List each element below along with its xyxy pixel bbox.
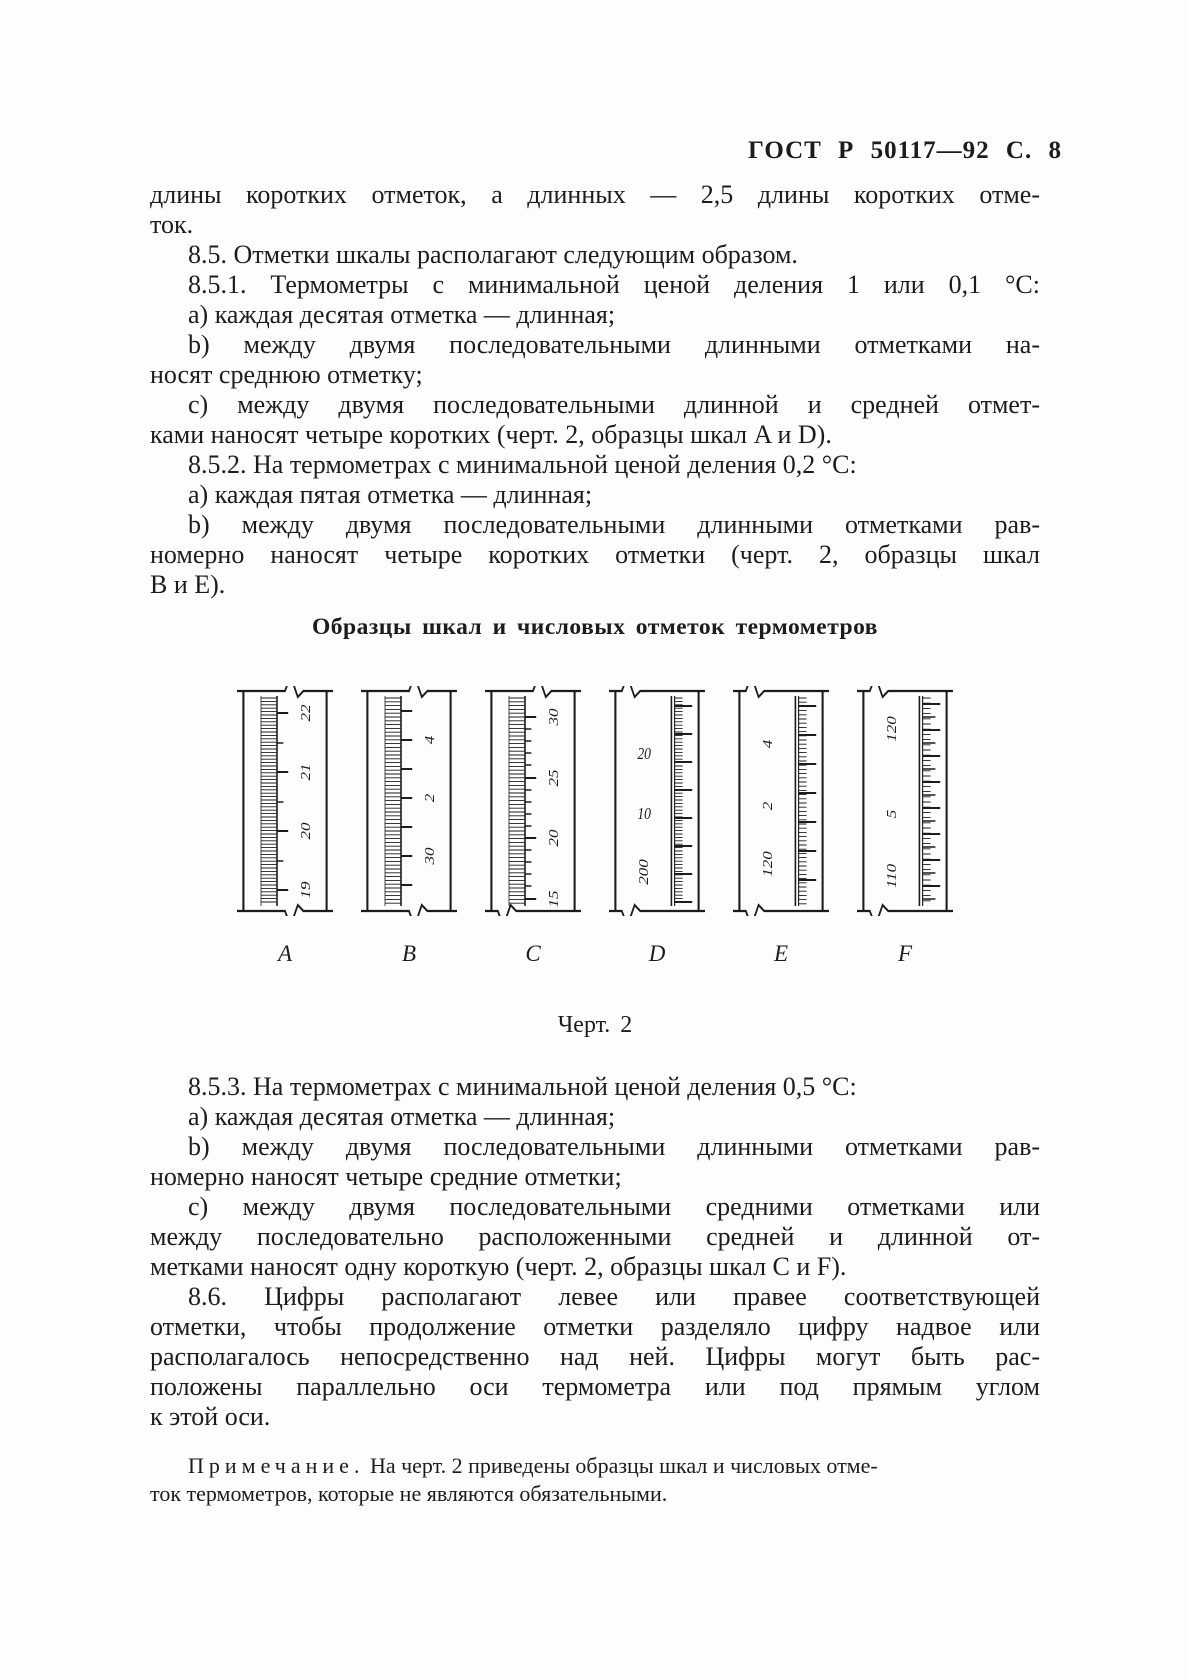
thermometer-scale-drawing [237, 686, 333, 916]
text-line: a) каждая пятая отметка — длинная; [188, 480, 593, 509]
svg-text:30: 30 [546, 708, 562, 726]
thermometer-label: D [648, 941, 666, 966]
text-line: В и E). [150, 570, 226, 599]
thermometer-scale-drawing [609, 686, 705, 916]
svg-text:10: 10 [637, 804, 651, 824]
note-text-1: На черт. 2 приведены образцы шкал и числовых отме- [369, 1453, 878, 1478]
text-line: b) между двумя последовательными длинными отметками на- [188, 330, 1040, 359]
text-line: 8.6. Цифры располагают левее или правее соответствующей [188, 1282, 1040, 1311]
svg-text:22: 22 [298, 704, 314, 722]
text-line: длины коротких отметок, а длинных — 2,5 длины коротких отме- [150, 180, 1040, 209]
thermometer-scale-drawing [485, 686, 581, 916]
thermometer-label: A [277, 941, 293, 966]
figure-thermometer-scales [150, 686, 1040, 966]
svg-text:4: 4 [422, 735, 438, 745]
text-line: располагалось непосредственно над ней. Цифры могут быть рас- [150, 1342, 1040, 1371]
text-line: c) между двумя последовательными средними отметками или [188, 1192, 1040, 1221]
text-line: ток. [150, 210, 194, 239]
svg-text:4: 4 [760, 739, 776, 749]
svg-text:19: 19 [298, 881, 314, 899]
thermometer-label: B [401, 941, 417, 966]
svg-text:120: 120 [884, 716, 900, 742]
text-line: между последовательно расположенными средней и длинной от- [150, 1222, 1040, 1251]
text-line: метками наносят одну короткую (черт. 2, образцы шкал C и F). [150, 1252, 847, 1281]
svg-text:110: 110 [884, 863, 900, 889]
note-text-2: ток термометров, которые не являются обязательными. [150, 1481, 668, 1506]
note [150, 1452, 1040, 1508]
section-8-5-3 [150, 1072, 1040, 1432]
thermometer-column-E [733, 686, 829, 966]
text-line: ками наносят четыре коротких (черт. 2, образцы шкал A и D). [150, 420, 832, 449]
page-header [150, 0, 1062, 164]
svg-text:120: 120 [760, 851, 776, 877]
thermometer-label: C [525, 941, 541, 966]
svg-text:5: 5 [884, 809, 900, 819]
note-label: Примечание. [188, 1453, 365, 1478]
standard-number: ГОСТ Р 50117—92 С. 8 [748, 137, 1062, 164]
svg-text:25: 25 [546, 769, 562, 787]
svg-text:20: 20 [546, 829, 562, 847]
figure-caption: Черт. 2 [557, 1012, 633, 1038]
text-line: носят среднюю отметку; [150, 360, 423, 389]
text-line: b) между двумя последовательными длинными отметками рав- [188, 1132, 1040, 1161]
text-line: к этой оси. [150, 1402, 271, 1431]
text-line: 8.5.2. На термометрах с минимальной ценой деления 0,2 °С: [188, 450, 857, 479]
thermometer-scale-drawing [857, 686, 953, 916]
thermometer-column-A [237, 686, 333, 966]
svg-text:2: 2 [760, 801, 776, 811]
thermometer-column-F [857, 686, 953, 966]
note-line [150, 1452, 1040, 1480]
text-line: номерно наносят четыре коротких отметки (черт. 2, образцы шкал [150, 540, 1040, 569]
svg-text:20: 20 [298, 822, 314, 840]
text-line: отметки, чтобы продолжение отметки разделяло цифру надвое или [150, 1312, 1040, 1341]
thermometer-label: E [773, 941, 789, 966]
text-line: a) каждая десятая отметка — длинная; [188, 300, 616, 329]
figure-heading: Образцы шкал и числовых отметок термометров [312, 614, 878, 640]
svg-text:15: 15 [546, 890, 562, 908]
svg-text:21: 21 [298, 763, 314, 781]
svg-text:30: 30 [422, 847, 438, 865]
text-line: c) между двумя последовательными длинной и средней отмет- [188, 390, 1040, 419]
text-line: положены параллельно оси термометра или под прямым углом [150, 1372, 1040, 1401]
text-line: b) между двумя последовательными длинными отметками рав- [188, 510, 1040, 539]
thermometer-column-C [485, 686, 581, 966]
text-line: 8.5.1. Термометры с минимальной ценой деления 1 или 0,1 °С: [188, 270, 1040, 299]
svg-text:20: 20 [637, 744, 651, 764]
svg-text:2: 2 [422, 793, 438, 803]
text-line: 8.5.3. На термометрах с минимальной ценой деления 0,5 °С: [188, 1072, 857, 1101]
thermometer-scale-drawing [733, 686, 829, 916]
text-line: 8.5. Отметки шкалы располагают следующим образом. [188, 240, 798, 269]
thermometer-column-D [609, 686, 705, 966]
text-line: номерно наносят четыре средние отметки; [150, 1162, 622, 1191]
thermometer-label: F [897, 941, 913, 966]
section-8-5 [150, 180, 1040, 600]
text-line: a) каждая десятая отметка — длинная; [188, 1102, 616, 1131]
svg-text:200: 200 [636, 859, 652, 885]
thermometer-column-B [361, 686, 457, 966]
thermometer-scale-drawing [361, 686, 457, 916]
